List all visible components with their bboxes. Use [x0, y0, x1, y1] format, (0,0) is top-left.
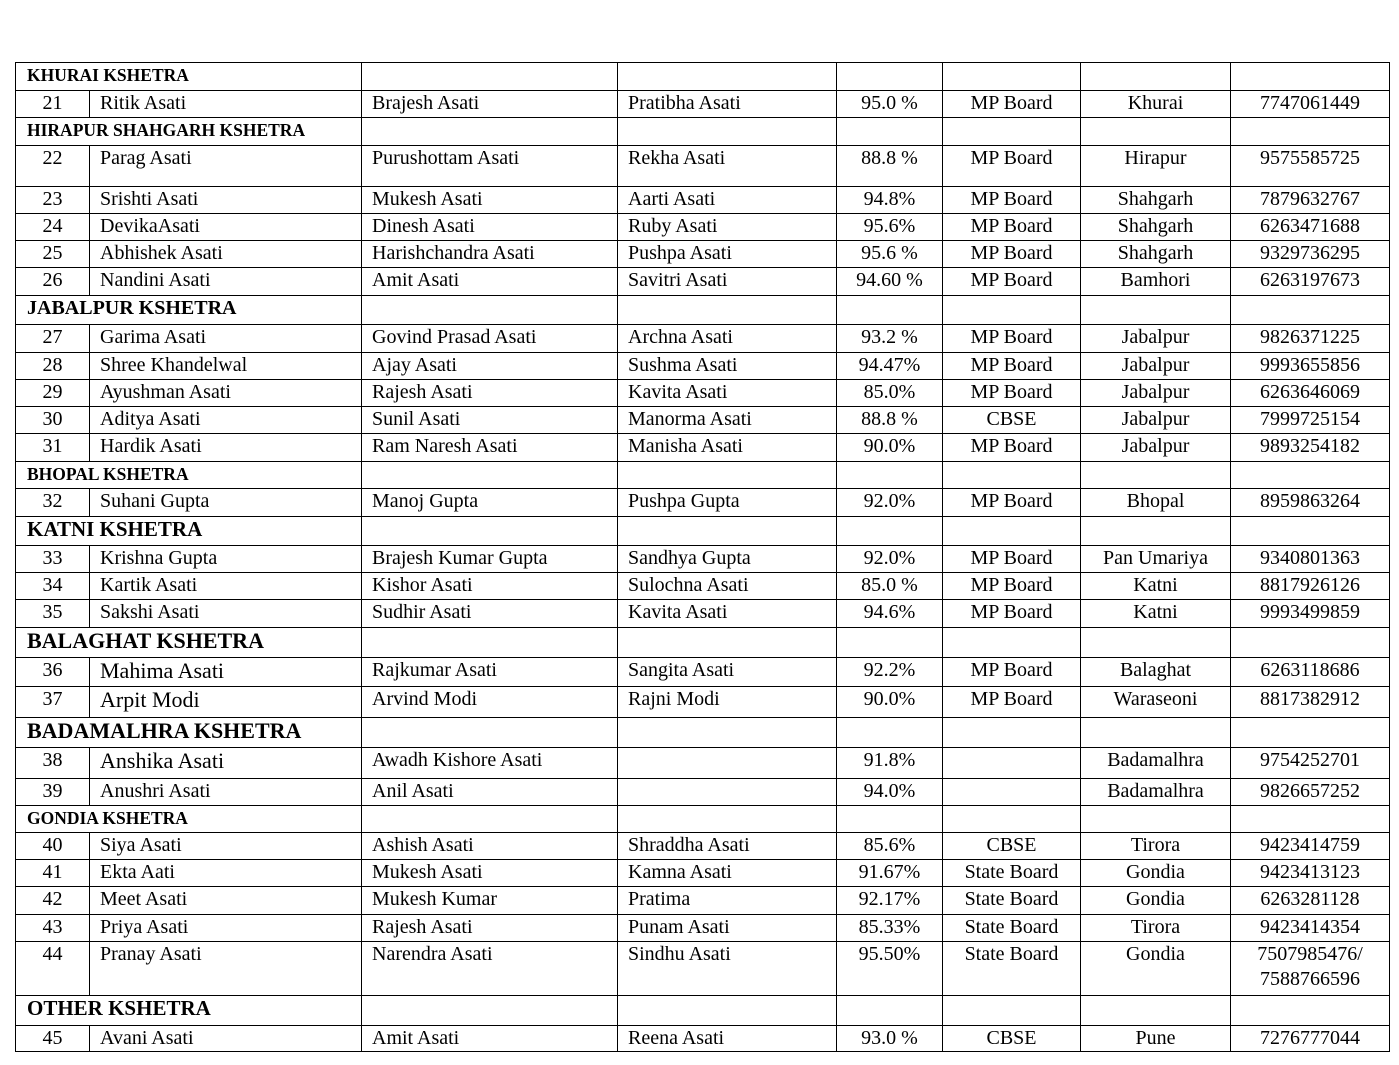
- place-cell: Gondia: [1081, 887, 1231, 915]
- student-cell: Ritik Asati: [90, 91, 362, 118]
- pct-cell: 95.6%: [837, 214, 943, 241]
- table-row: [16, 887, 1390, 915]
- father-cell: Rajkumar Asati: [362, 658, 618, 687]
- phone-cell: 9423414759: [1231, 833, 1390, 860]
- no-cell: 27: [16, 325, 90, 353]
- father-cell: Rajesh Asati: [362, 915, 618, 942]
- table-row: [16, 353, 1390, 380]
- table-row: [16, 146, 1390, 187]
- empty-cell: [362, 296, 618, 325]
- father-cell: Govind Prasad Asati: [362, 325, 618, 353]
- place-cell: Balaghat: [1081, 658, 1231, 687]
- table-row: [16, 91, 1390, 118]
- mother-cell: Pratima: [618, 887, 837, 915]
- place-cell: Shahgarh: [1081, 214, 1231, 241]
- no-cell: 45: [16, 1026, 90, 1052]
- section-title: KHURAI KSHETRA: [16, 63, 362, 91]
- mother-cell: Pushpa Gupta: [618, 489, 837, 517]
- empty-cell: [362, 517, 618, 546]
- father-cell: Brajesh Asati: [362, 91, 618, 118]
- place-cell: Bhopal: [1081, 489, 1231, 517]
- empty-cell: [1081, 718, 1231, 748]
- empty-cell: [1081, 296, 1231, 325]
- student-cell: Krishna Gupta: [90, 546, 362, 573]
- table-row: [16, 325, 1390, 353]
- no-cell: 41: [16, 860, 90, 887]
- empty-cell: [1081, 462, 1231, 489]
- empty-cell: [943, 517, 1081, 546]
- mother-cell: Sandhya Gupta: [618, 546, 837, 573]
- board-cell: MP Board: [943, 353, 1081, 380]
- board-cell: MP Board: [943, 658, 1081, 687]
- empty-cell: [618, 517, 837, 546]
- pct-cell: 95.50%: [837, 942, 943, 996]
- pct-cell: 88.8 %: [837, 146, 943, 187]
- student-cell: Pranay Asati: [90, 942, 362, 996]
- phone-cell: 9893254182: [1231, 434, 1390, 462]
- mother-cell: Kavita Asati: [618, 380, 837, 407]
- pct-cell: 94.8%: [837, 187, 943, 214]
- pct-cell: 94.6%: [837, 600, 943, 628]
- student-cell: Mahima Asati: [90, 658, 362, 687]
- empty-cell: [837, 462, 943, 489]
- empty-cell: [1081, 63, 1231, 91]
- empty-cell: [837, 517, 943, 546]
- father-cell: Harishchandra Asati: [362, 241, 618, 268]
- no-cell: 33: [16, 546, 90, 573]
- student-cell: Avani Asati: [90, 1026, 362, 1052]
- empty-cell: [943, 296, 1081, 325]
- phone-cell: 9826657252: [1231, 779, 1390, 806]
- board-cell: MP Board: [943, 146, 1081, 187]
- table-row: [16, 407, 1390, 434]
- board-cell: State Board: [943, 887, 1081, 915]
- father-cell: Manoj Gupta: [362, 489, 618, 517]
- pct-cell: 91.67%: [837, 860, 943, 887]
- father-cell: Kishor Asati: [362, 573, 618, 600]
- father-cell: Arvind Modi: [362, 687, 618, 718]
- empty-cell: [1231, 118, 1390, 146]
- place-cell: Gondia: [1081, 860, 1231, 887]
- phone-cell: 8817382912: [1231, 687, 1390, 718]
- empty-cell: [1081, 517, 1231, 546]
- section-header-row: [16, 296, 1390, 325]
- no-cell: 31: [16, 434, 90, 462]
- board-cell: MP Board: [943, 241, 1081, 268]
- table-row: [16, 187, 1390, 214]
- no-cell: 42: [16, 887, 90, 915]
- place-cell: Jabalpur: [1081, 434, 1231, 462]
- father-cell: Mukesh Asati: [362, 187, 618, 214]
- mother-cell: Shraddha Asati: [618, 833, 837, 860]
- mother-cell: Manorma Asati: [618, 407, 837, 434]
- student-cell: DevikaAsati: [90, 214, 362, 241]
- mother-cell: Aarti Asati: [618, 187, 837, 214]
- table-row: [16, 268, 1390, 296]
- section-title: JABALPUR KSHETRA: [16, 296, 362, 325]
- mother-cell: Ruby Asati: [618, 214, 837, 241]
- mother-cell: Sushma Asati: [618, 353, 837, 380]
- pct-cell: 90.0%: [837, 434, 943, 462]
- pct-cell: 94.0%: [837, 779, 943, 806]
- no-cell: 34: [16, 573, 90, 600]
- table-row: [16, 573, 1390, 600]
- student-cell: Shree Khandelwal: [90, 353, 362, 380]
- table-row: [16, 241, 1390, 268]
- section-header-row: [16, 718, 1390, 748]
- student-cell: Siya Asati: [90, 833, 362, 860]
- board-cell: MP Board: [943, 214, 1081, 241]
- no-cell: 26: [16, 268, 90, 296]
- pct-cell: 91.8%: [837, 748, 943, 779]
- section-header-row: [16, 118, 1390, 146]
- section-title: HIRAPUR SHAHGARH KSHETRA: [16, 118, 362, 146]
- place-cell: Jabalpur: [1081, 407, 1231, 434]
- student-cell: Garima Asati: [90, 325, 362, 353]
- pct-cell: 93.2 %: [837, 325, 943, 353]
- table-row: [16, 748, 1390, 779]
- mother-cell: Rekha Asati: [618, 146, 837, 187]
- empty-cell: [837, 628, 943, 658]
- empty-cell: [837, 996, 943, 1026]
- empty-cell: [837, 296, 943, 325]
- no-cell: 35: [16, 600, 90, 628]
- pct-cell: 85.0%: [837, 380, 943, 407]
- mother-cell: Sangita Asati: [618, 658, 837, 687]
- no-cell: 37: [16, 687, 90, 718]
- phone-cell: 9826371225: [1231, 325, 1390, 353]
- empty-cell: [943, 628, 1081, 658]
- section-title: BADAMALHRA KSHETRA: [16, 718, 362, 748]
- pct-cell: 92.2%: [837, 658, 943, 687]
- father-cell: Mukesh Kumar: [362, 887, 618, 915]
- place-cell: Badamalhra: [1081, 779, 1231, 806]
- empty-cell: [618, 462, 837, 489]
- table-row: [16, 942, 1390, 996]
- mother-cell: Manisha Asati: [618, 434, 837, 462]
- empty-cell: [1231, 628, 1390, 658]
- phone-cell: 6263471688: [1231, 214, 1390, 241]
- phone-cell: 9993655856: [1231, 353, 1390, 380]
- section-header-row: [16, 462, 1390, 489]
- mother-cell: Kavita Asati: [618, 600, 837, 628]
- table-row: [16, 600, 1390, 628]
- empty-cell: [1081, 806, 1231, 833]
- phone-cell: 9575585725: [1231, 146, 1390, 187]
- place-cell: Hirapur: [1081, 146, 1231, 187]
- no-cell: 44: [16, 942, 90, 996]
- board-cell: MP Board: [943, 268, 1081, 296]
- student-cell: Nandini Asati: [90, 268, 362, 296]
- phone-cell: 7507985476/ 7588766596: [1231, 942, 1390, 996]
- father-cell: Rajesh Asati: [362, 380, 618, 407]
- no-cell: 39: [16, 779, 90, 806]
- board-cell: MP Board: [943, 546, 1081, 573]
- table-row: [16, 833, 1390, 860]
- empty-cell: [1231, 296, 1390, 325]
- phone-cell: 6263646069: [1231, 380, 1390, 407]
- board-cell: State Board: [943, 860, 1081, 887]
- phone-cell: 6263197673: [1231, 268, 1390, 296]
- student-cell: Kartik Asati: [90, 573, 362, 600]
- place-cell: Khurai: [1081, 91, 1231, 118]
- phone-cell: 7999725154: [1231, 407, 1390, 434]
- father-cell: Amit Asati: [362, 268, 618, 296]
- phone-cell: 9754252701: [1231, 748, 1390, 779]
- table-row: [16, 489, 1390, 517]
- pct-cell: 92.17%: [837, 887, 943, 915]
- no-cell: 40: [16, 833, 90, 860]
- no-cell: 23: [16, 187, 90, 214]
- student-cell: Ekta Aati: [90, 860, 362, 887]
- table-body: [16, 63, 1390, 1052]
- place-cell: Jabalpur: [1081, 353, 1231, 380]
- father-cell: Amit Asati: [362, 1026, 618, 1052]
- student-cell: Ayushman Asati: [90, 380, 362, 407]
- phone-cell: 7276777044: [1231, 1026, 1390, 1052]
- student-cell: Arpit Modi: [90, 687, 362, 718]
- student-cell: Aditya Asati: [90, 407, 362, 434]
- mother-cell: [618, 748, 837, 779]
- no-cell: 30: [16, 407, 90, 434]
- empty-cell: [618, 628, 837, 658]
- section-header-row: [16, 628, 1390, 658]
- student-cell: Hardik Asati: [90, 434, 362, 462]
- no-cell: 43: [16, 915, 90, 942]
- phone-cell: 9329736295: [1231, 241, 1390, 268]
- section-title: KATNI KSHETRA: [16, 517, 362, 546]
- no-cell: 22: [16, 146, 90, 187]
- place-cell: Pune: [1081, 1026, 1231, 1052]
- board-cell: CBSE: [943, 407, 1081, 434]
- phone-cell: 9423413123: [1231, 860, 1390, 887]
- section-header-row: [16, 517, 1390, 546]
- mother-cell: Reena Asati: [618, 1026, 837, 1052]
- empty-cell: [618, 296, 837, 325]
- mother-cell: Rajni Modi: [618, 687, 837, 718]
- section-header-row: [16, 63, 1390, 91]
- phone-cell: 6263281128: [1231, 887, 1390, 915]
- father-cell: Brajesh Kumar Gupta: [362, 546, 618, 573]
- empty-cell: [618, 718, 837, 748]
- section-header-row: [16, 806, 1390, 833]
- empty-cell: [1231, 63, 1390, 91]
- father-cell: Ashish Asati: [362, 833, 618, 860]
- board-cell: [943, 779, 1081, 806]
- empty-cell: [362, 63, 618, 91]
- place-cell: Jabalpur: [1081, 325, 1231, 353]
- empty-cell: [618, 996, 837, 1026]
- phone-cell: 9340801363: [1231, 546, 1390, 573]
- table-row: [16, 658, 1390, 687]
- place-cell: Shahgarh: [1081, 187, 1231, 214]
- mother-cell: Savitri Asati: [618, 268, 837, 296]
- student-cell: Priya Asati: [90, 915, 362, 942]
- table-row: [16, 860, 1390, 887]
- phone-cell: 9993499859: [1231, 600, 1390, 628]
- place-cell: Shahgarh: [1081, 241, 1231, 268]
- no-cell: 38: [16, 748, 90, 779]
- place-cell: Waraseoni: [1081, 687, 1231, 718]
- empty-cell: [362, 718, 618, 748]
- table-row: [16, 779, 1390, 806]
- pct-cell: 93.0 %: [837, 1026, 943, 1052]
- phone-cell: 7747061449: [1231, 91, 1390, 118]
- father-cell: Awadh Kishore Asati: [362, 748, 618, 779]
- kshetra-student-table: [15, 62, 1390, 1052]
- empty-cell: [1231, 517, 1390, 546]
- empty-cell: [618, 118, 837, 146]
- student-cell: Srishti Asati: [90, 187, 362, 214]
- place-cell: Katni: [1081, 573, 1231, 600]
- board-cell: MP Board: [943, 489, 1081, 517]
- empty-cell: [1231, 718, 1390, 748]
- table-row: [16, 687, 1390, 718]
- table-row: [16, 434, 1390, 462]
- place-cell: Katni: [1081, 600, 1231, 628]
- father-cell: Dinesh Asati: [362, 214, 618, 241]
- empty-cell: [837, 806, 943, 833]
- father-cell: Purushottam Asati: [362, 146, 618, 187]
- phone-cell: 8959863264: [1231, 489, 1390, 517]
- mother-cell: Pratibha Asati: [618, 91, 837, 118]
- board-cell: CBSE: [943, 833, 1081, 860]
- pct-cell: 92.0%: [837, 546, 943, 573]
- empty-cell: [943, 63, 1081, 91]
- student-cell: Anshika Asati: [90, 748, 362, 779]
- table-row: [16, 380, 1390, 407]
- empty-cell: [362, 806, 618, 833]
- board-cell: MP Board: [943, 325, 1081, 353]
- pct-cell: 94.47%: [837, 353, 943, 380]
- board-cell: MP Board: [943, 573, 1081, 600]
- empty-cell: [1231, 806, 1390, 833]
- section-title: OTHER KSHETRA: [16, 996, 362, 1026]
- student-cell: Suhani Gupta: [90, 489, 362, 517]
- mother-cell: Sindhu Asati: [618, 942, 837, 996]
- student-cell: Abhishek Asati: [90, 241, 362, 268]
- place-cell: Tirora: [1081, 915, 1231, 942]
- empty-cell: [362, 462, 618, 489]
- section-header-row: [16, 996, 1390, 1026]
- mother-cell: [618, 779, 837, 806]
- phone-cell: 8817926126: [1231, 573, 1390, 600]
- board-cell: State Board: [943, 942, 1081, 996]
- no-cell: 32: [16, 489, 90, 517]
- pct-cell: 95.0 %: [837, 91, 943, 118]
- place-cell: Badamalhra: [1081, 748, 1231, 779]
- mother-cell: Sulochna Asati: [618, 573, 837, 600]
- empty-cell: [1081, 996, 1231, 1026]
- table-row: [16, 546, 1390, 573]
- table-row: [16, 915, 1390, 942]
- pct-cell: 88.8 %: [837, 407, 943, 434]
- board-cell: MP Board: [943, 187, 1081, 214]
- place-cell: Gondia: [1081, 942, 1231, 996]
- mother-cell: Kamna Asati: [618, 860, 837, 887]
- empty-cell: [362, 628, 618, 658]
- empty-cell: [837, 718, 943, 748]
- section-title: BALAGHAT KSHETRA: [16, 628, 362, 658]
- mother-cell: Punam Asati: [618, 915, 837, 942]
- place-cell: Pan Umariya: [1081, 546, 1231, 573]
- empty-cell: [1081, 118, 1231, 146]
- empty-cell: [362, 996, 618, 1026]
- empty-cell: [943, 118, 1081, 146]
- no-cell: 24: [16, 214, 90, 241]
- section-title: GONDIA KSHETRA: [16, 806, 362, 833]
- student-cell: Anushri Asati: [90, 779, 362, 806]
- pct-cell: 95.6 %: [837, 241, 943, 268]
- student-cell: Meet Asati: [90, 887, 362, 915]
- phone-cell: 9423414354: [1231, 915, 1390, 942]
- board-cell: MP Board: [943, 380, 1081, 407]
- board-cell: MP Board: [943, 600, 1081, 628]
- section-title: BHOPAL KSHETRA: [16, 462, 362, 489]
- empty-cell: [1231, 462, 1390, 489]
- board-cell: CBSE: [943, 1026, 1081, 1052]
- no-cell: 21: [16, 91, 90, 118]
- board-cell: MP Board: [943, 434, 1081, 462]
- empty-cell: [943, 462, 1081, 489]
- board-cell: MP Board: [943, 687, 1081, 718]
- no-cell: 28: [16, 353, 90, 380]
- board-cell: MP Board: [943, 91, 1081, 118]
- empty-cell: [362, 118, 618, 146]
- pct-cell: 94.60 %: [837, 268, 943, 296]
- empty-cell: [618, 63, 837, 91]
- mother-cell: Archna Asati: [618, 325, 837, 353]
- table-row: [16, 1026, 1390, 1052]
- empty-cell: [1081, 628, 1231, 658]
- no-cell: 25: [16, 241, 90, 268]
- place-cell: Tirora: [1081, 833, 1231, 860]
- place-cell: Bamhori: [1081, 268, 1231, 296]
- father-cell: Sunil Asati: [362, 407, 618, 434]
- place-cell: Jabalpur: [1081, 380, 1231, 407]
- empty-cell: [1231, 996, 1390, 1026]
- phone-cell: 7879632767: [1231, 187, 1390, 214]
- mother-cell: Pushpa Asati: [618, 241, 837, 268]
- pct-cell: 85.33%: [837, 915, 943, 942]
- father-cell: Sudhir Asati: [362, 600, 618, 628]
- empty-cell: [943, 806, 1081, 833]
- father-cell: Mukesh Asati: [362, 860, 618, 887]
- father-cell: Anil Asati: [362, 779, 618, 806]
- father-cell: Narendra Asati: [362, 942, 618, 996]
- student-cell: Parag Asati: [90, 146, 362, 187]
- board-cell: State Board: [943, 915, 1081, 942]
- no-cell: 29: [16, 380, 90, 407]
- no-cell: 36: [16, 658, 90, 687]
- pct-cell: 90.0%: [837, 687, 943, 718]
- board-cell: [943, 748, 1081, 779]
- empty-cell: [618, 806, 837, 833]
- empty-cell: [837, 118, 943, 146]
- empty-cell: [943, 718, 1081, 748]
- phone-cell: 6263118686: [1231, 658, 1390, 687]
- pct-cell: 85.0 %: [837, 573, 943, 600]
- father-cell: Ajay Asati: [362, 353, 618, 380]
- pct-cell: 92.0%: [837, 489, 943, 517]
- student-cell: Sakshi Asati: [90, 600, 362, 628]
- pct-cell: 85.6%: [837, 833, 943, 860]
- empty-cell: [837, 63, 943, 91]
- father-cell: Ram Naresh Asati: [362, 434, 618, 462]
- empty-cell: [943, 996, 1081, 1026]
- table-row: [16, 214, 1390, 241]
